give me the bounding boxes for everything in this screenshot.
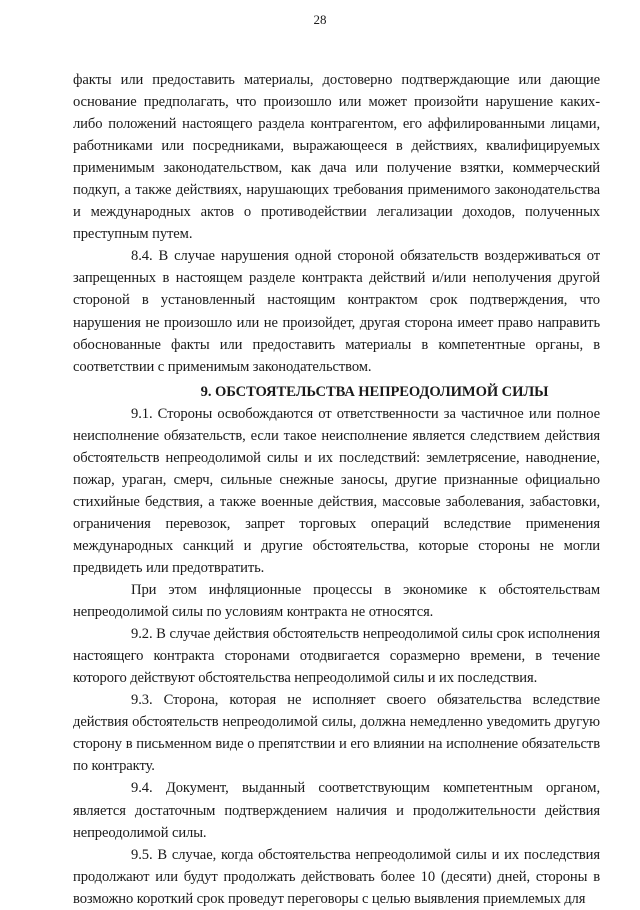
- section-heading: 9. ОБСТОЯТЕЛЬСТВА НЕПРЕОДОЛИМОЙ СИЛЫ: [200, 383, 549, 400]
- paragraph-9-1: 9.1. Стороны освобождаются от ответственности за частичное или полное неисполнение обязательств, если такое неисполнение является следствием действия обстоятельств непреодолимой силы и их последствий: землетрясение, наводнение, пожар, ураган, смерч, сильные снежные заносы, другие признанные официально стихийные бедствия, а также военные действия, массовые заболевания, забастовки, ограничения перевозок, запрет торговых операций вследствие применения международных санкций и другие обстоятельства, которые стороны не могли предвидеть или предотвратить.: [73, 405, 600, 576]
- paragraph-9-3: 9.3. Сторона, которая не исполняет своего обязательства вследствие действия обстоятельств непреодолимой силы, должна немедленно уведомить другую сторону в письменном виде о препятствии и его влиянии на исполнение обязательств по контракту.: [73, 692, 600, 775]
- paragraph-8-4: 8.4. В случае нарушения одной стороной обязательств воздерживаться от запрещенных в настоящем разделе контракта действий и/или неполучения другой стороной в установленный настоящим контрактом срок подтверждения, что нарушения не произошло или не произойдет, другая сторона имеет право направить обоснованные факты или предоставить материалы в компетентные органы, в соответствии с применимым законодательством.: [73, 248, 600, 375]
- paragraph-continuation: факты или предоставить материалы, достоверно подтверждающие или дающие основание предполагать, что произошло или может произойти нарушение каких-либо положений настоящего раздела контрагентом, его аффилированными лицами, работниками или посредниками, выражающееся в действиях, квалифицируемых применимым законодательством, как дача или получение взятки, коммерческий подкуп, а также действиях, нарушающих требования применимого законодательства и международных актов о противодействии легализации доходов, полученных преступным путем.: [73, 72, 600, 243]
- paragraph-9-4: 9.4. Документ, выданный соответствующим компетентным органом, является достаточным подтверждением наличия и продолжительности действия непреодолимой силы.: [73, 780, 600, 841]
- document-body: [73, 69, 600, 910]
- page-number: 28: [313, 12, 327, 27]
- paragraph-9-5: 9.5. В случае, когда обстоятельства непреодолимой силы и их последствия продолжают или будут продолжать действовать более 10 (десяти) дней, стороны в возможно короткий срок проведут переговоры с целью выявления приемлемых для: [73, 846, 600, 907]
- paragraph-inflation: При этом инфляционные процессы в экономике к обстоятельствам непреодолимой силы по условиям контракта не относятся.: [73, 582, 600, 621]
- paragraph-9-2: 9.2. В случае действия обстоятельств непреодолимой силы срок исполнения настоящего контракта сторонами отодвигается соразмерно времени, в течение которого действуют обстоятельства непреодолимой силы и их последствия.: [73, 626, 600, 687]
